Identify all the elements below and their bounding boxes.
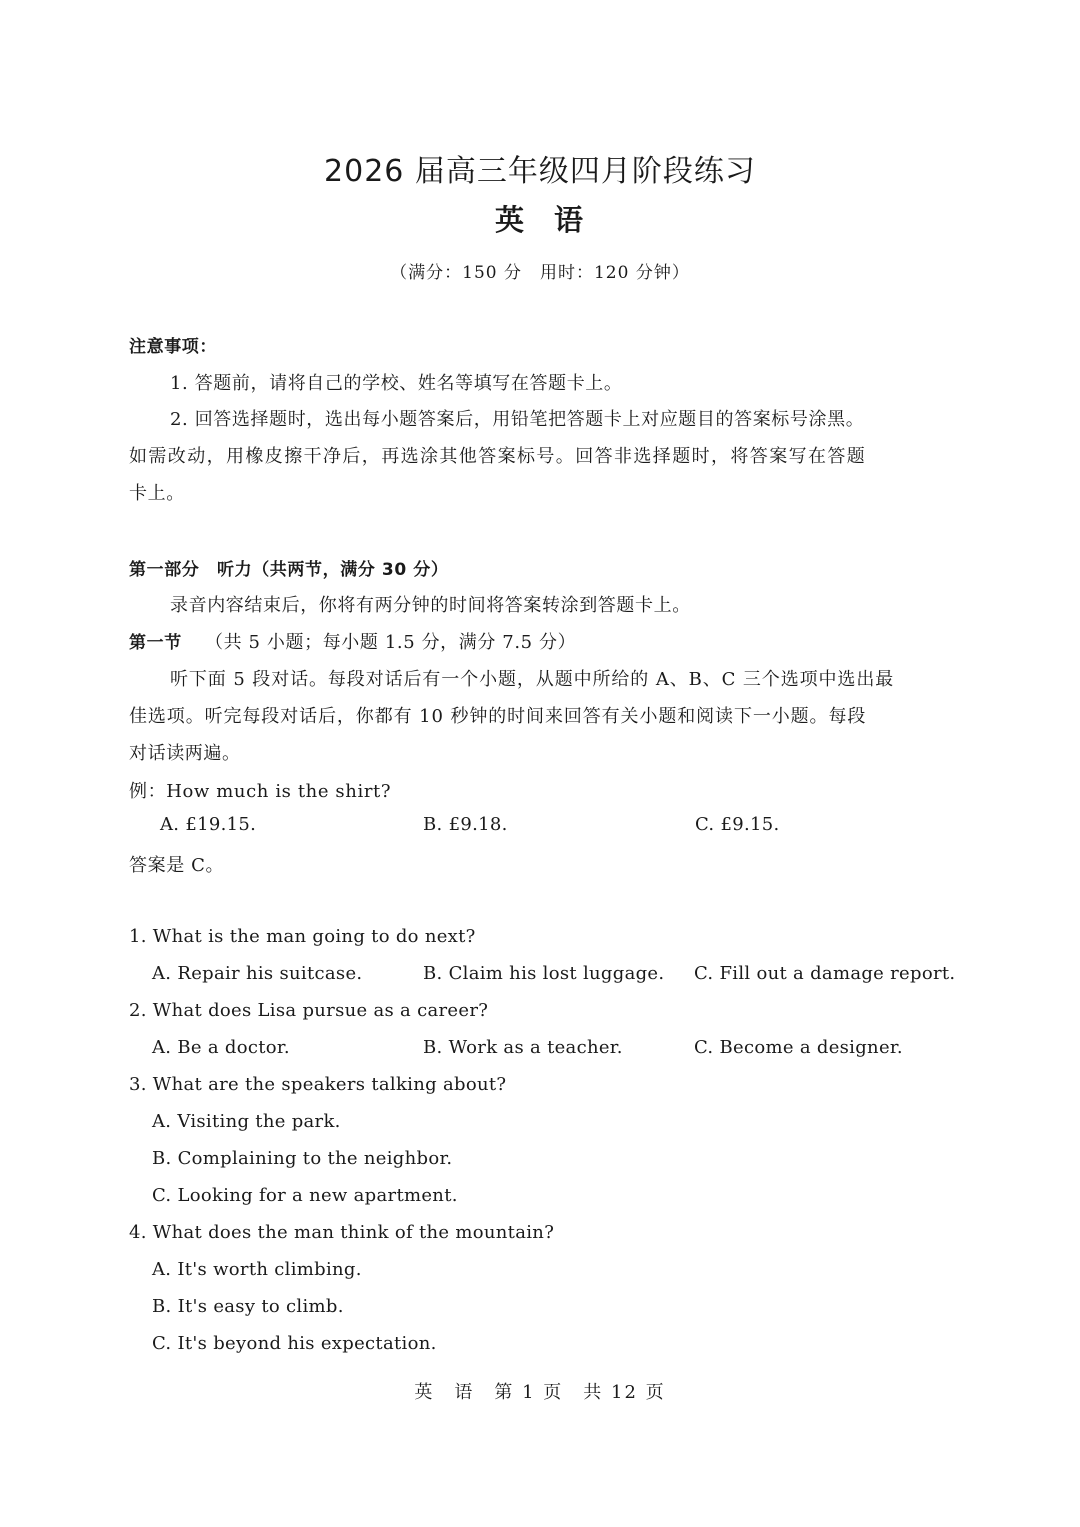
question-1-stem: 1. What is the man going to do next? [129, 926, 476, 947]
question-3-option-a: A. Visiting the park. [152, 1111, 341, 1132]
directions-line3: 对话读两遍。 [129, 743, 241, 764]
question-3-stem: 3. What are the speakers talking about? [129, 1074, 507, 1095]
notice-item-2-line1: 2. 回答选择题时，选出每小题答案后，用铅笔把答题卡上对应题目的答案标号涂黑。 [170, 409, 865, 430]
page-footer: 英 语 第 1 页 共 12 页 [414, 1382, 666, 1403]
notice-item-2-line3: 卡上。 [129, 483, 185, 504]
example-question: 例：How much is the shirt? [129, 781, 392, 802]
question-1-option-a: A. Repair his suitcase. [152, 963, 363, 984]
section1-info: （共 5 小题；每小题 1.5 分，满分 7.5 分） [205, 632, 577, 653]
question-2-stem: 2. What does Lisa pursue as a career? [129, 1000, 489, 1021]
part1-heading: 第一部分 听力（共两节，满分 30 分） [129, 560, 449, 580]
question-4-option-c: C. It's beyond his expectation. [152, 1333, 437, 1354]
part1-instruction: 录音内容结束后，你将有两分钟的时间将答案转涂到答题卡上。 [170, 595, 691, 616]
question-4-option-b: B. It's easy to climb. [152, 1296, 344, 1317]
question-1-option-b: B. Claim his lost luggage. [423, 963, 665, 984]
question-4-option-a: A. It's worth climbing. [152, 1259, 362, 1280]
question-3-option-b: B. Complaining to the neighbor. [152, 1148, 453, 1169]
notice-heading: 注意事项： [129, 337, 217, 357]
question-2-option-b: B. Work as a teacher. [423, 1037, 623, 1058]
example-option-b: B. £9.18. [423, 814, 508, 835]
question-2-option-c: C. Become a designer. [694, 1037, 903, 1058]
question-4-stem: 4. What does the man think of the mountain? [129, 1222, 555, 1243]
question-2-option-a: A. Be a doctor. [152, 1037, 290, 1058]
exam-title: 2026 届高三年级四月阶段练习 [324, 154, 756, 189]
example-answer: 答案是 C。 [129, 855, 225, 876]
question-1-option-c: C. Fill out a damage report. [694, 963, 956, 984]
section1-heading: 第一节 [129, 633, 182, 653]
subject-title: 英语 [494, 203, 613, 237]
question-3-option-c: C. Looking for a new apartment. [152, 1185, 458, 1206]
score-info: （满分：150 分 用时：120 分钟） [390, 263, 690, 283]
notice-item-2-line2: 如需改动，用橡皮擦干净后，再选涂其他答案标号。回答非选择题时，将答案写在答题 [129, 446, 867, 467]
directions-line1: 听下面 5 段对话。每段对话后有一个小题，从题中所给的 A、B、C 三个选项中选出最 [170, 669, 895, 690]
notice-item-1: 1. 答题前，请将自己的学校、姓名等填写在答题卡上。 [170, 373, 623, 394]
directions-line2: 佳选项。听完每段对话后，你都有 10 秒钟的时间来回答有关小题和阅读下一小题。每段 [129, 706, 867, 727]
example-option-c: C. £9.15. [695, 814, 780, 835]
example-option-a: A. £19.15. [160, 814, 257, 835]
